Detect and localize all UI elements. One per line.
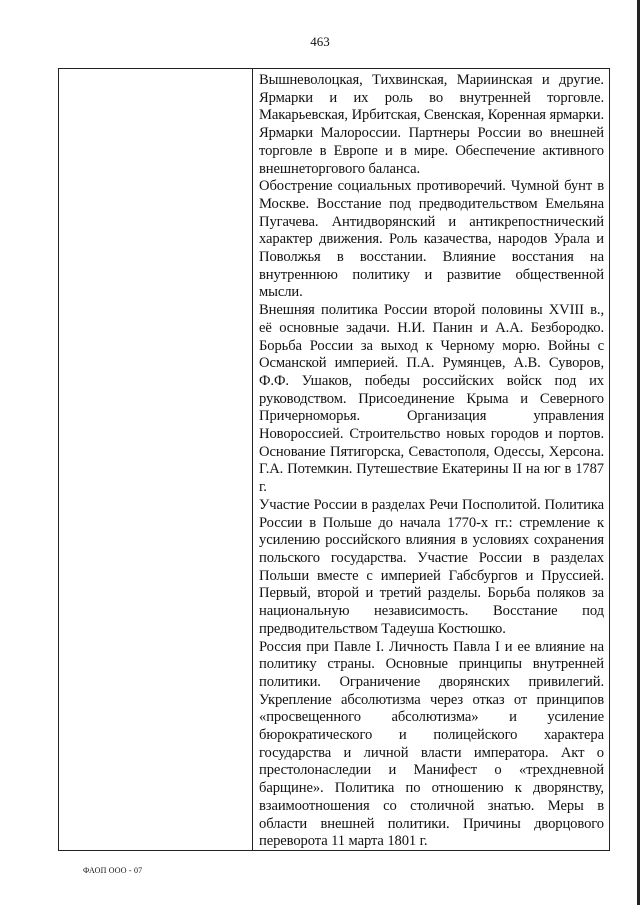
content-table — [58, 68, 610, 851]
paragraph: Участие России в разделах Речи Посполитой. Политика России в Польше до начала 1770-х гг.: стремление к усилению российского влияния в условиях сохранения польского государства. Участие России в разделах Польши вместе с империей Габсбургов и Пруссией. Первый, второй и третий разделы. Борьба поляков за национальную независимость. Восстание под предводительством Тадеуша Костюшко. — [259, 496, 604, 637]
footer-code: ФАОП ООО - 07 — [83, 866, 143, 875]
paragraph: Вышневолоцкая, Тихвинская, Мариинская и другие. Ярмарки и их роль во внутренней торговле. Макарьевская, Ирбитская, Свенская, Коренная ярмарки. Ярмарки Малороссии. Партнеры России во внешней торговле в Европе и в мире. Обеспечение активного внешнеторгового баланса. — [259, 72, 604, 177]
paragraph: Россия при Павле I. Личность Павла I и ее влияние на политику страны. Основные принципы внутренней политики. Ограничение дворянских привилегий. Укрепление абсолютизма через отказ от принципов «просвещенного абсолютизма» и усиление бюрократического и полицейского характера государства и личной власти императора. Акт о престолонаследии и Манифест о «трехдневной барщине». Политика по отношению к дворянству, взаимоотношения со столичной знатью. Меры в области внешней политики. Причины дворцового переворота 11 марта 1801 г. — [259, 638, 604, 850]
column-divider — [252, 69, 253, 850]
page-number: 463 — [310, 34, 330, 49]
table-text-cell — [259, 72, 604, 851]
paragraph: Внешняя политика России второй половины XVIII в., её основные задачи. Н.И. Панин и А.А. Безбородко. Борьба России за выход к Черному морю. Войны с Османской империей. П.А. Румянцев, А.В. Суворов, Ф.Ф. Ушаков, победы российских войск под их руководством. Присоединение Крыма и Северного Причерноморья. Организация управления Новороссией. Строительство новых городов и портов. Основание Пятигорска, Севастополя, Одессы, Херсона. Г.А. Потемкин. Путешествие Екатерины II на юг в 1787 г. — [259, 302, 604, 496]
paragraph: Обострение социальных противоречий. Чумной бунт в Москве. Восстание под предводительством Емельяна Пугачева. Антидворянский и антикрепостнический характер движения. Роль казачества, народов Урала и Поволжья в восстании. Влияние восстания на внутреннюю политику и развитие общественной мысли. — [259, 178, 604, 301]
